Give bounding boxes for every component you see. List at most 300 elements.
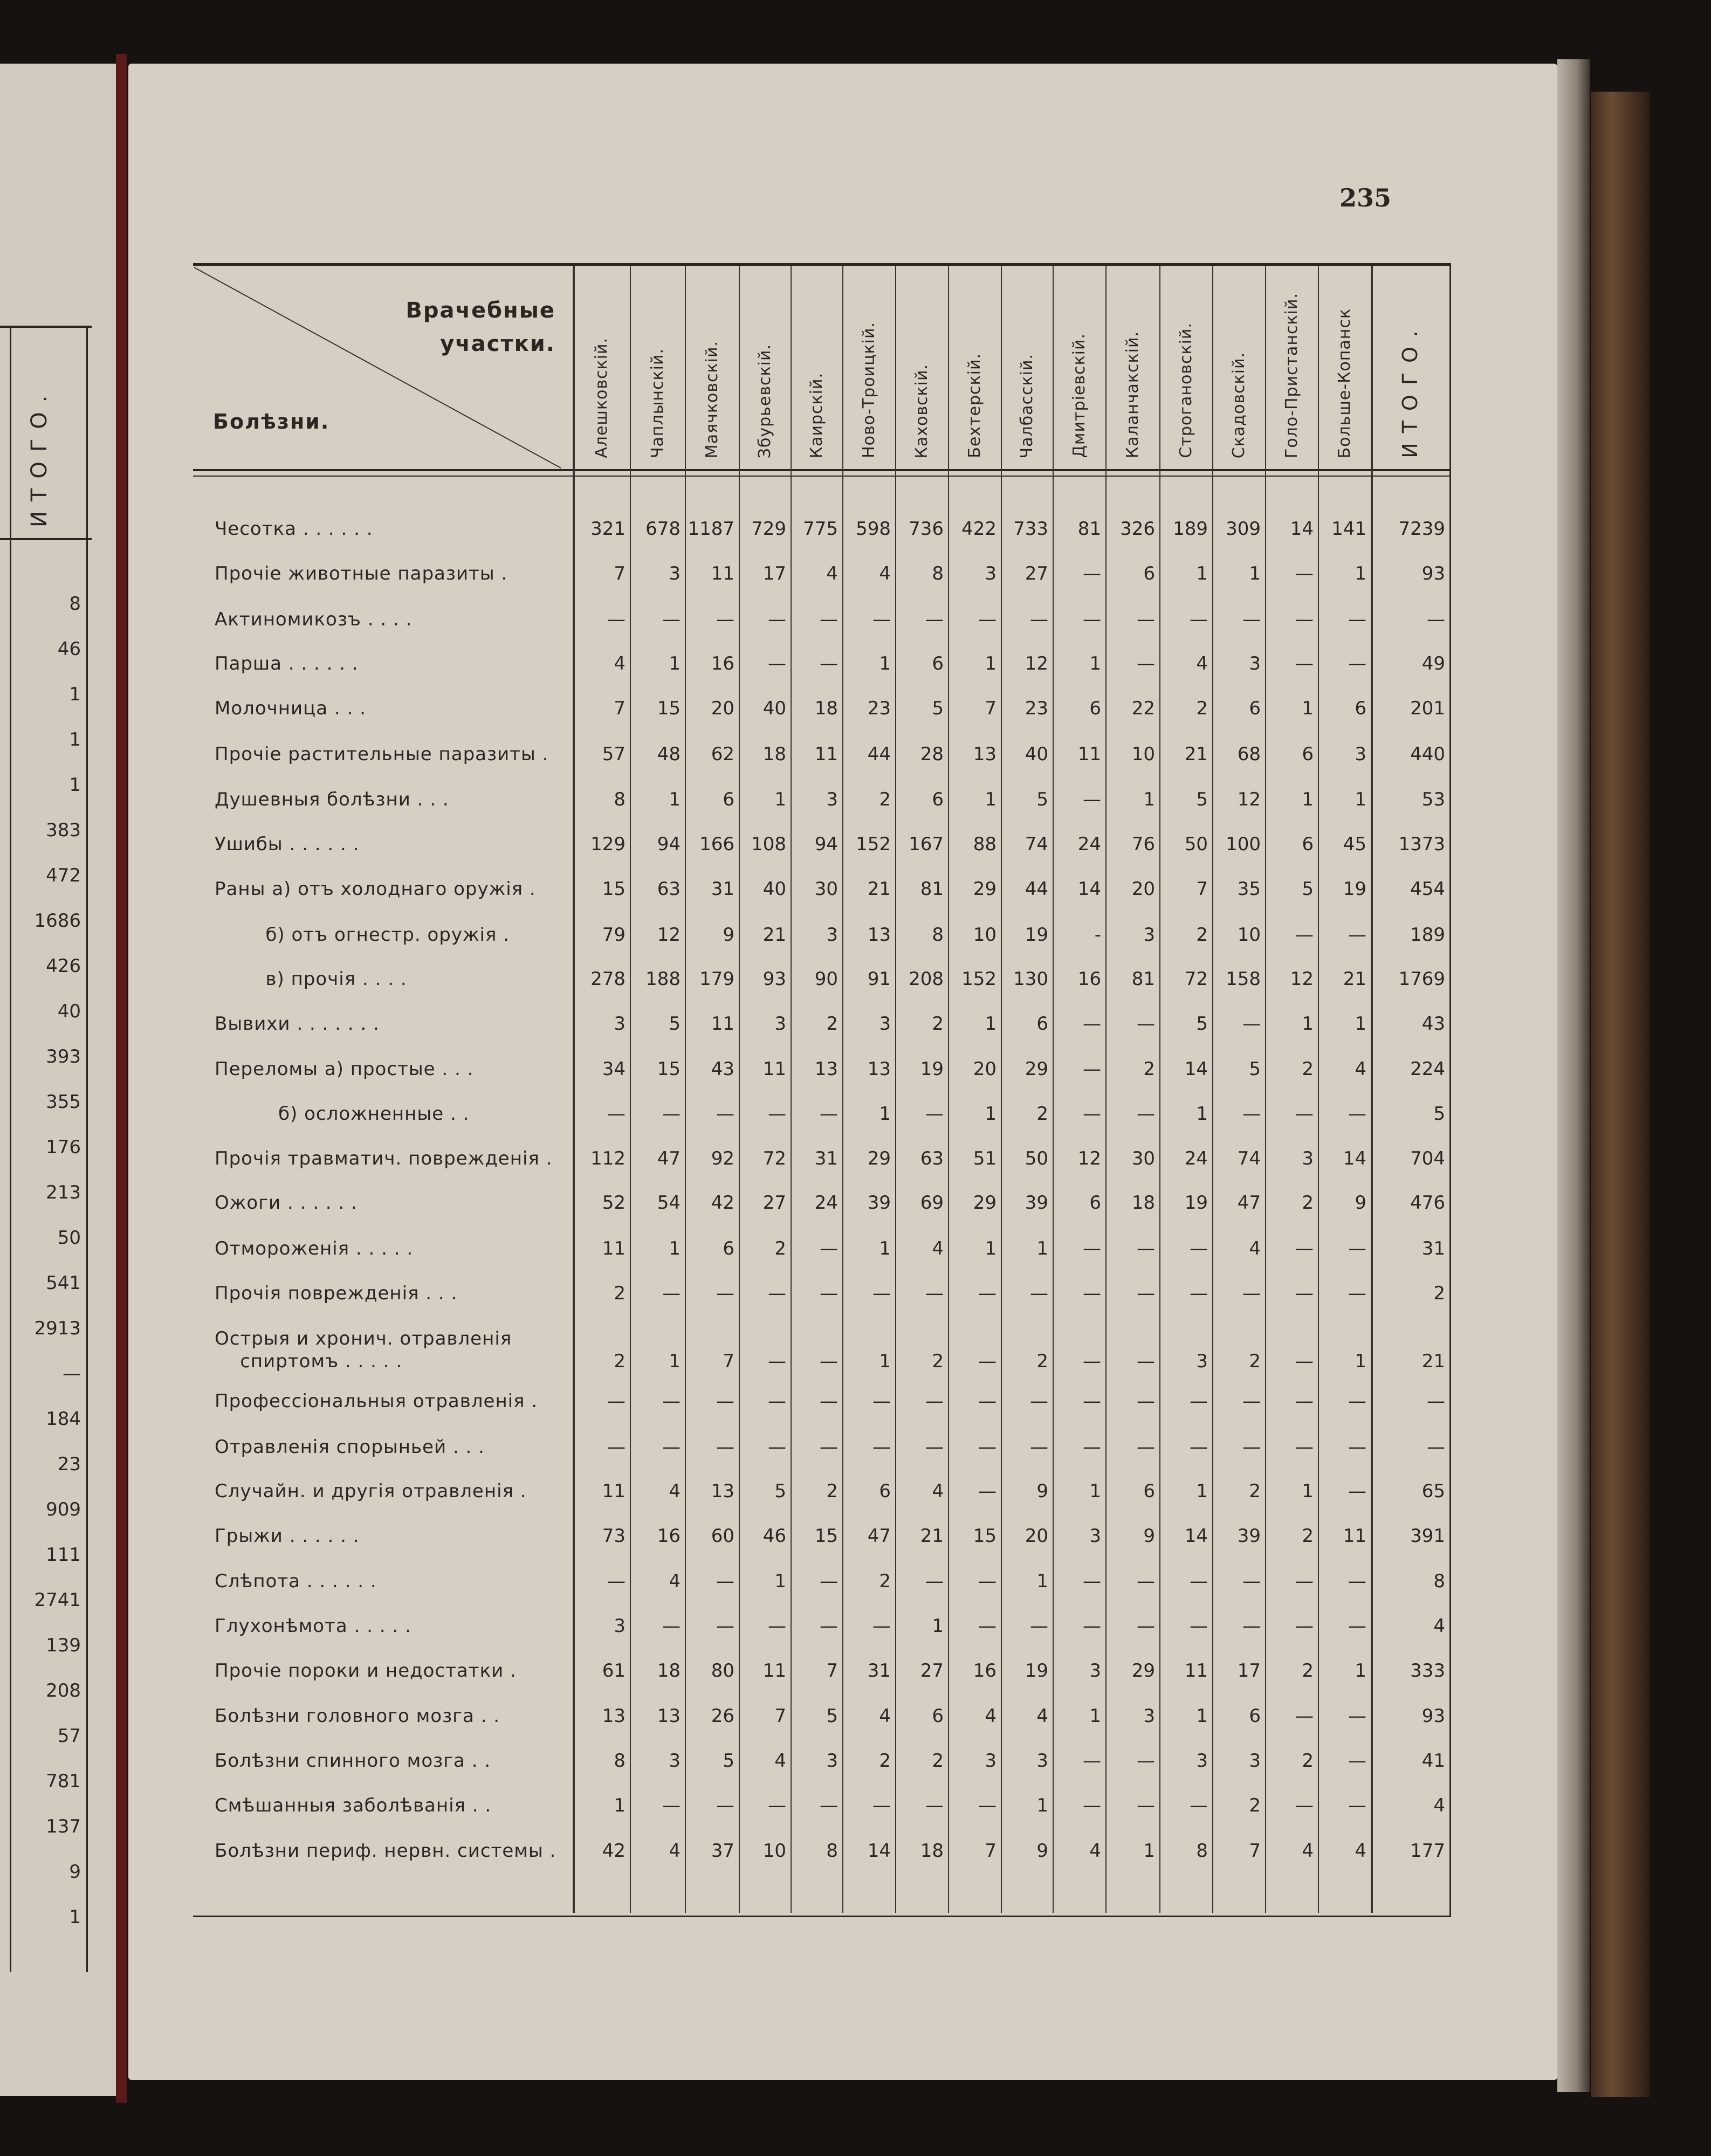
table-cell: 6 [932,789,944,810]
disease-label: Смѣшанныя заболѣванія . . [215,1795,492,1816]
table-cell: 4 [614,653,626,674]
table-cell: 15 [657,698,681,719]
table-cell: — [1242,1283,1261,1304]
table-cell: 88 [973,834,997,855]
left-total-value: 8 [69,593,81,615]
column-header-text: Чалбасскій. [1017,353,1036,458]
table-cell: 1 [985,789,997,810]
table-cell: — [1083,789,1101,810]
row-total-cell: 1769 [1398,968,1445,990]
table-cell: — [1083,1390,1101,1412]
disease-label: Слѣпота . . . . . . [215,1570,377,1592]
table-cell: — [607,1570,626,1592]
table-cell: 729 [751,518,786,540]
table-cell: — [1348,1750,1366,1772]
table-cell: 17 [1237,1660,1261,1682]
disease-label: Прочіе растительные паразиты . [215,743,549,765]
table-cell: — [1083,1436,1101,1458]
column-header-text: Больше-Копанск [1335,308,1354,458]
table-cell: 1 [1196,1705,1208,1727]
table-cell: — [1348,924,1366,946]
table-cell: 6 [932,653,944,674]
table-cell: — [716,1390,734,1412]
table-cell: 4 [879,1705,891,1727]
table-cell: 1 [1302,1480,1314,1502]
table-cell: 9 [1143,1525,1155,1547]
column-header-text: Бехтерскій. [965,353,984,458]
table-cell: 2 [879,1570,891,1592]
table-cell: — [820,1283,838,1304]
table-cell: 7 [1196,878,1208,900]
table-cell: 13 [867,924,891,946]
table-cell: 3 [1355,743,1366,765]
table-cell: — [1137,1390,1155,1412]
row-total-cell: 41 [1421,1750,1445,1772]
table-cell: 18 [1131,1192,1155,1214]
table-cell: — [1137,1570,1155,1592]
row-total-cell: 43 [1421,1013,1445,1035]
row-total-cell: 1373 [1398,834,1445,855]
corner-top-line2: участки. [440,332,555,356]
table-cell: — [716,1795,734,1816]
left-total-value: 909 [46,1499,81,1520]
table-cell: 4 [1302,1840,1314,1862]
row-total-cell: 476 [1410,1192,1445,1214]
table-cell: — [978,609,997,630]
table-cell: — [607,609,626,630]
table-cell: 11 [711,563,734,584]
table-cell: 2 [1302,1660,1314,1682]
table-cell: — [1030,1283,1048,1304]
disease-label: Вывихи . . . . . . . [215,1013,380,1035]
table-cell: 6 [1143,563,1155,584]
table-cell: — [1295,924,1314,946]
column-header-text: Дмитріевскій. [1069,333,1089,458]
table-cell: 2 [1196,924,1208,946]
table-cell: 28 [920,743,944,765]
row-total-cell: 7239 [1398,518,1445,540]
table-cell: — [925,1436,944,1458]
table-cell: 3 [1089,1660,1101,1682]
table-cell: 19 [1025,1660,1048,1682]
table-cell: — [978,1795,997,1816]
table-cell: — [1242,1615,1261,1637]
column-header-district [1159,270,1212,458]
table-cell: — [872,1795,891,1816]
table-cell: — [768,1103,786,1125]
table-cell: — [662,1390,681,1412]
table-cell: 678 [645,518,681,540]
table-cell: 20 [711,698,734,719]
left-total-value: 9 [69,1861,81,1883]
row-total-cell: 8 [1433,1570,1445,1592]
column-header-text: Строгановскій. [1176,322,1195,458]
left-total-header: ИТОГО. [27,385,52,527]
table-cell: — [925,1283,944,1304]
disease-label: Острыя и хронич. отравленія спиртомъ . . . . . [215,1328,512,1372]
row-total-cell: 31 [1421,1238,1445,1259]
left-total-value: 355 [46,1091,81,1113]
table-cell: — [716,1436,734,1458]
table-cell: 1 [985,1238,997,1259]
table-cell: 6 [1249,698,1261,719]
table-cell: 3 [1196,1351,1208,1372]
table-cell: — [1242,1570,1261,1592]
table-cell: 4 [932,1238,944,1259]
table-cell: 72 [1184,968,1208,990]
table-cell: 12 [657,924,681,946]
table-cell: 2 [1249,1795,1261,1816]
table-cell: — [925,1103,944,1125]
column-header-text: Голо-Пристанскій. [1282,292,1301,458]
table-cell: 81 [1131,968,1155,990]
table-cell: 166 [699,834,734,855]
table-cell: 6 [879,1480,891,1502]
table-cell: 79 [602,924,626,946]
table-cell: 17 [762,563,786,584]
table-cell: 24 [1077,834,1101,855]
table-cell: 1 [1302,1013,1314,1035]
table-cell: 2 [932,1750,944,1772]
table-cell: 1 [879,1238,891,1259]
table-cell: 13 [602,1705,626,1727]
table-cell: — [872,1390,891,1412]
table-cell: 23 [1025,698,1048,719]
disease-label: Актиномикозъ . . . . [215,609,413,630]
table-cell: 733 [1013,518,1048,540]
table-cell: 141 [1331,518,1366,540]
table-cell: 10 [973,924,997,946]
disease-label: Прочіе животные паразиты . [215,563,508,584]
left-total-value: — [63,1363,81,1384]
left-total-value: 46 [57,638,81,660]
table-cell: 8 [614,789,626,810]
column-header-district [1318,270,1371,458]
table-cell: 2 [1196,698,1208,719]
table-cell: — [820,1795,838,1816]
table-cell: 22 [1131,698,1155,719]
table-cell: 47 [657,1148,681,1169]
table-cell: 16 [1077,968,1101,990]
table-cell: — [1190,1238,1208,1259]
left-total-value: 184 [46,1408,81,1430]
table-cell: — [768,1615,786,1637]
disease-label: Парша . . . . . . [215,653,359,674]
table-cell: — [1083,1351,1101,1372]
table-cell: — [978,1390,997,1412]
table-cell: — [1295,1390,1314,1412]
table-cell: — [1348,1705,1366,1727]
table-cell: 736 [909,518,944,540]
table-cell: 94 [814,834,838,855]
table-cell: 208 [909,968,944,990]
table-cell: 179 [699,968,734,990]
table-cell: 27 [920,1660,944,1682]
table-cell: 1 [879,1351,891,1372]
disease-label: Глухонѣмота . . . . . [215,1615,411,1637]
table-cell: 6 [932,1705,944,1727]
table-cell: 5 [1196,789,1208,810]
left-total-value: 1 [69,684,81,705]
table-cell: — [978,1615,997,1637]
table-cell: 21 [867,878,891,900]
column-header-text: Чаплынскій. [648,348,667,458]
table-cell: 6 [1355,698,1366,719]
table-cell: 72 [762,1148,786,1169]
table-cell: 5 [1249,1058,1261,1080]
table-cell: 1 [774,1570,786,1592]
table-cell: — [1137,609,1155,630]
table-cell: — [768,1390,786,1412]
table-cell: 13 [867,1058,891,1080]
table-cell: 15 [602,878,626,900]
page-number: 235 [1339,183,1391,212]
disease-label: Душевныя болѣзни . . . [215,789,449,810]
table-cell: 39 [1025,1192,1048,1214]
table-cell: — [607,1103,626,1125]
table-cell: 3 [614,1013,626,1035]
disease-label: Грыжи . . . . . . [215,1525,360,1547]
table-cell: 21 [1184,743,1208,765]
table-cell: 46 [762,1525,786,1547]
disease-label: Раны а) отъ холоднаго оружія . [215,878,536,900]
table-cell: 326 [1120,518,1155,540]
table-cell: — [820,1390,838,1412]
table-cell: — [768,1795,786,1816]
table-cell: 15 [973,1525,997,1547]
left-total-value: 23 [57,1454,81,1475]
table-cell: 1 [669,1351,681,1372]
table-cell: 14 [1184,1525,1208,1547]
row-total-cell: 440 [1410,743,1445,765]
table-cell: 40 [762,698,786,719]
table-cell: 188 [645,968,681,990]
table-cell: — [1295,563,1314,584]
table-cell: — [1295,1351,1314,1372]
table-cell: 598 [856,518,891,540]
table-cell: — [1030,609,1048,630]
table-cell: — [1083,1238,1101,1259]
table-cell: 2 [826,1480,838,1502]
left-total-value: 1686 [34,910,81,932]
table-cell: - [1094,924,1101,946]
table-cell: — [1083,1795,1101,1816]
table-cell: 39 [867,1192,891,1214]
table-cell: 2 [826,1013,838,1035]
table-cell: — [1295,1795,1314,1816]
table-cell: 15 [657,1058,681,1080]
column-header-district [948,270,1001,458]
table-cell: 30 [814,878,838,900]
table-cell: 4 [669,1480,681,1502]
table-cell: — [1137,1283,1155,1304]
table-cell: 11 [1343,1525,1366,1547]
corner-diseases-label: Болѣзни. [213,410,330,433]
table-cell: 2 [1036,1351,1048,1372]
table-cell: 1 [879,653,891,674]
table-cell: 5 [1302,878,1314,900]
table-cell: 11 [762,1660,786,1682]
left-total-value: 208 [46,1680,81,1702]
table-cell: 68 [1237,743,1261,765]
table-cell: 74 [1025,834,1048,855]
table-cell: 422 [961,518,997,540]
disease-label: Прочія травматич. поврежденія . [215,1148,553,1169]
table-cell: 10 [1237,924,1261,946]
disease-label: Болѣзни головного мозга . . [215,1705,500,1727]
table-cell: 3 [1036,1750,1048,1772]
column-header-district [1001,270,1053,458]
table-cell: 9 [723,924,734,946]
table-cell: 47 [867,1525,891,1547]
table-cell: 54 [657,1192,681,1214]
table-cell: — [1137,1615,1155,1637]
column-header-text: Збурьевскій. [755,343,774,458]
table-cell: — [1295,1615,1314,1637]
table-cell: 1 [879,1103,891,1125]
row-total-cell: 49 [1421,653,1445,674]
table-cell: 4 [774,1750,786,1772]
table-cell: 12 [1077,1148,1101,1169]
disease-label: Чесотка . . . . . . [215,518,373,540]
left-total-value: 1 [69,729,81,750]
table-cell: 10 [1131,743,1155,765]
table-cell: 4 [932,1480,944,1502]
column-header-text: Каланчакскій. [1123,330,1142,458]
table-cell: 1187 [688,518,734,540]
disease-label: Отмороженія . . . . . [215,1238,414,1259]
table-cell: — [1083,563,1101,584]
column-header-district [895,270,948,458]
table-cell: — [716,1103,734,1125]
table-cell: 2 [1302,1192,1314,1214]
table-cell: 80 [711,1660,734,1682]
table-cell: 18 [762,743,786,765]
row-total-cell: — [1427,609,1445,630]
left-total-value: 1 [69,1906,81,1928]
table-cell: — [1137,1351,1155,1372]
table-cell: 3 [1249,653,1261,674]
table-cell: — [662,1283,681,1304]
table-cell: 3 [1302,1148,1314,1169]
table-cell: 57 [602,743,626,765]
disease-label: в) прочія . . . . [215,968,407,990]
table-cell: — [1083,1013,1101,1035]
row-total-cell: 391 [1410,1525,1445,1547]
row-total-cell: 93 [1421,563,1445,584]
table-cell: 9 [1036,1480,1048,1502]
table-cell: 48 [657,743,681,765]
table-cell: 20 [973,1058,997,1080]
table-cell: — [768,609,786,630]
table-cell: 31 [711,878,734,900]
left-total-value: 40 [57,1001,81,1022]
table-cell: 27 [1025,563,1048,584]
table-cell: 69 [920,1192,944,1214]
table-cell: 94 [657,834,681,855]
table-cell: 90 [814,968,838,990]
table-cell: 8 [932,563,944,584]
left-total-value: 472 [46,865,81,886]
table-cell: 3 [669,1750,681,1772]
table-cell: 3 [1143,924,1155,946]
table-cell: 3 [826,924,838,946]
table-cell: — [1083,1058,1101,1080]
table-cell: 24 [1184,1148,1208,1169]
table-cell: 3 [1143,1705,1155,1727]
table-cell: — [1137,1013,1155,1035]
table-cell: 47 [1237,1192,1261,1214]
table-cell: 7 [614,563,626,584]
table-cell: 1 [1355,563,1366,584]
column-header-district [1053,270,1105,458]
table-cell: 1 [932,1615,944,1637]
table-cell: 6 [723,789,734,810]
column-header-district [1212,270,1265,458]
table-cell: — [1137,1750,1155,1772]
table-cell: — [820,1238,838,1259]
table-cell: 1 [1355,789,1366,810]
table-cell: 1 [774,789,786,810]
table-cell: 91 [867,968,891,990]
table-cell: 81 [920,878,944,900]
table-cell: — [978,1436,997,1458]
table-cell: — [1137,1238,1155,1259]
table-cell: — [1137,1795,1155,1816]
column-header-text: Каховскій. [912,363,931,458]
table-cell: 6 [723,1238,734,1259]
table-cell: 7 [1249,1840,1261,1862]
table-cell: 1 [1196,1480,1208,1502]
left-total-value: 426 [46,955,81,977]
left-total-value: 57 [57,1725,81,1747]
table-cell: 43 [711,1058,734,1080]
table-cell: 8 [932,924,944,946]
table-cell: 16 [711,653,734,674]
table-cell: — [1295,653,1314,674]
table-cell: 3 [826,789,838,810]
table-cell: 321 [590,518,626,540]
table-cell: 40 [1025,743,1048,765]
table-cell: 52 [602,1192,626,1214]
table-cell: 2 [932,1351,944,1372]
table-cell: 11 [602,1238,626,1259]
table-cell: — [768,653,786,674]
table-cell: 11 [814,743,838,765]
table-cell: 4 [1355,1058,1366,1080]
table-cell: 7 [774,1705,786,1727]
table-cell: 37 [711,1840,734,1862]
disease-label: Переломы а) простые . . . [215,1058,474,1080]
table-cell: 4 [985,1705,997,1727]
table-cell: — [716,1570,734,1592]
column-header-district [630,270,685,458]
table-cell: 19 [1025,924,1048,946]
table-cell: 158 [1226,968,1261,990]
table-cell: 11 [602,1480,626,1502]
table-cell: — [1137,1436,1155,1458]
left-total-value: 1 [69,774,81,796]
disease-label: Молочница . . . [215,698,366,719]
table-cell: 16 [657,1525,681,1547]
table-cell: 2 [774,1238,786,1259]
row-total-cell: 93 [1421,1705,1445,1727]
row-total-cell: — [1427,1390,1445,1412]
table-cell: 130 [1013,968,1048,990]
table-cell: 11 [1184,1660,1208,1682]
table-cell: 8 [826,1840,838,1862]
table-cell: — [1295,1436,1314,1458]
